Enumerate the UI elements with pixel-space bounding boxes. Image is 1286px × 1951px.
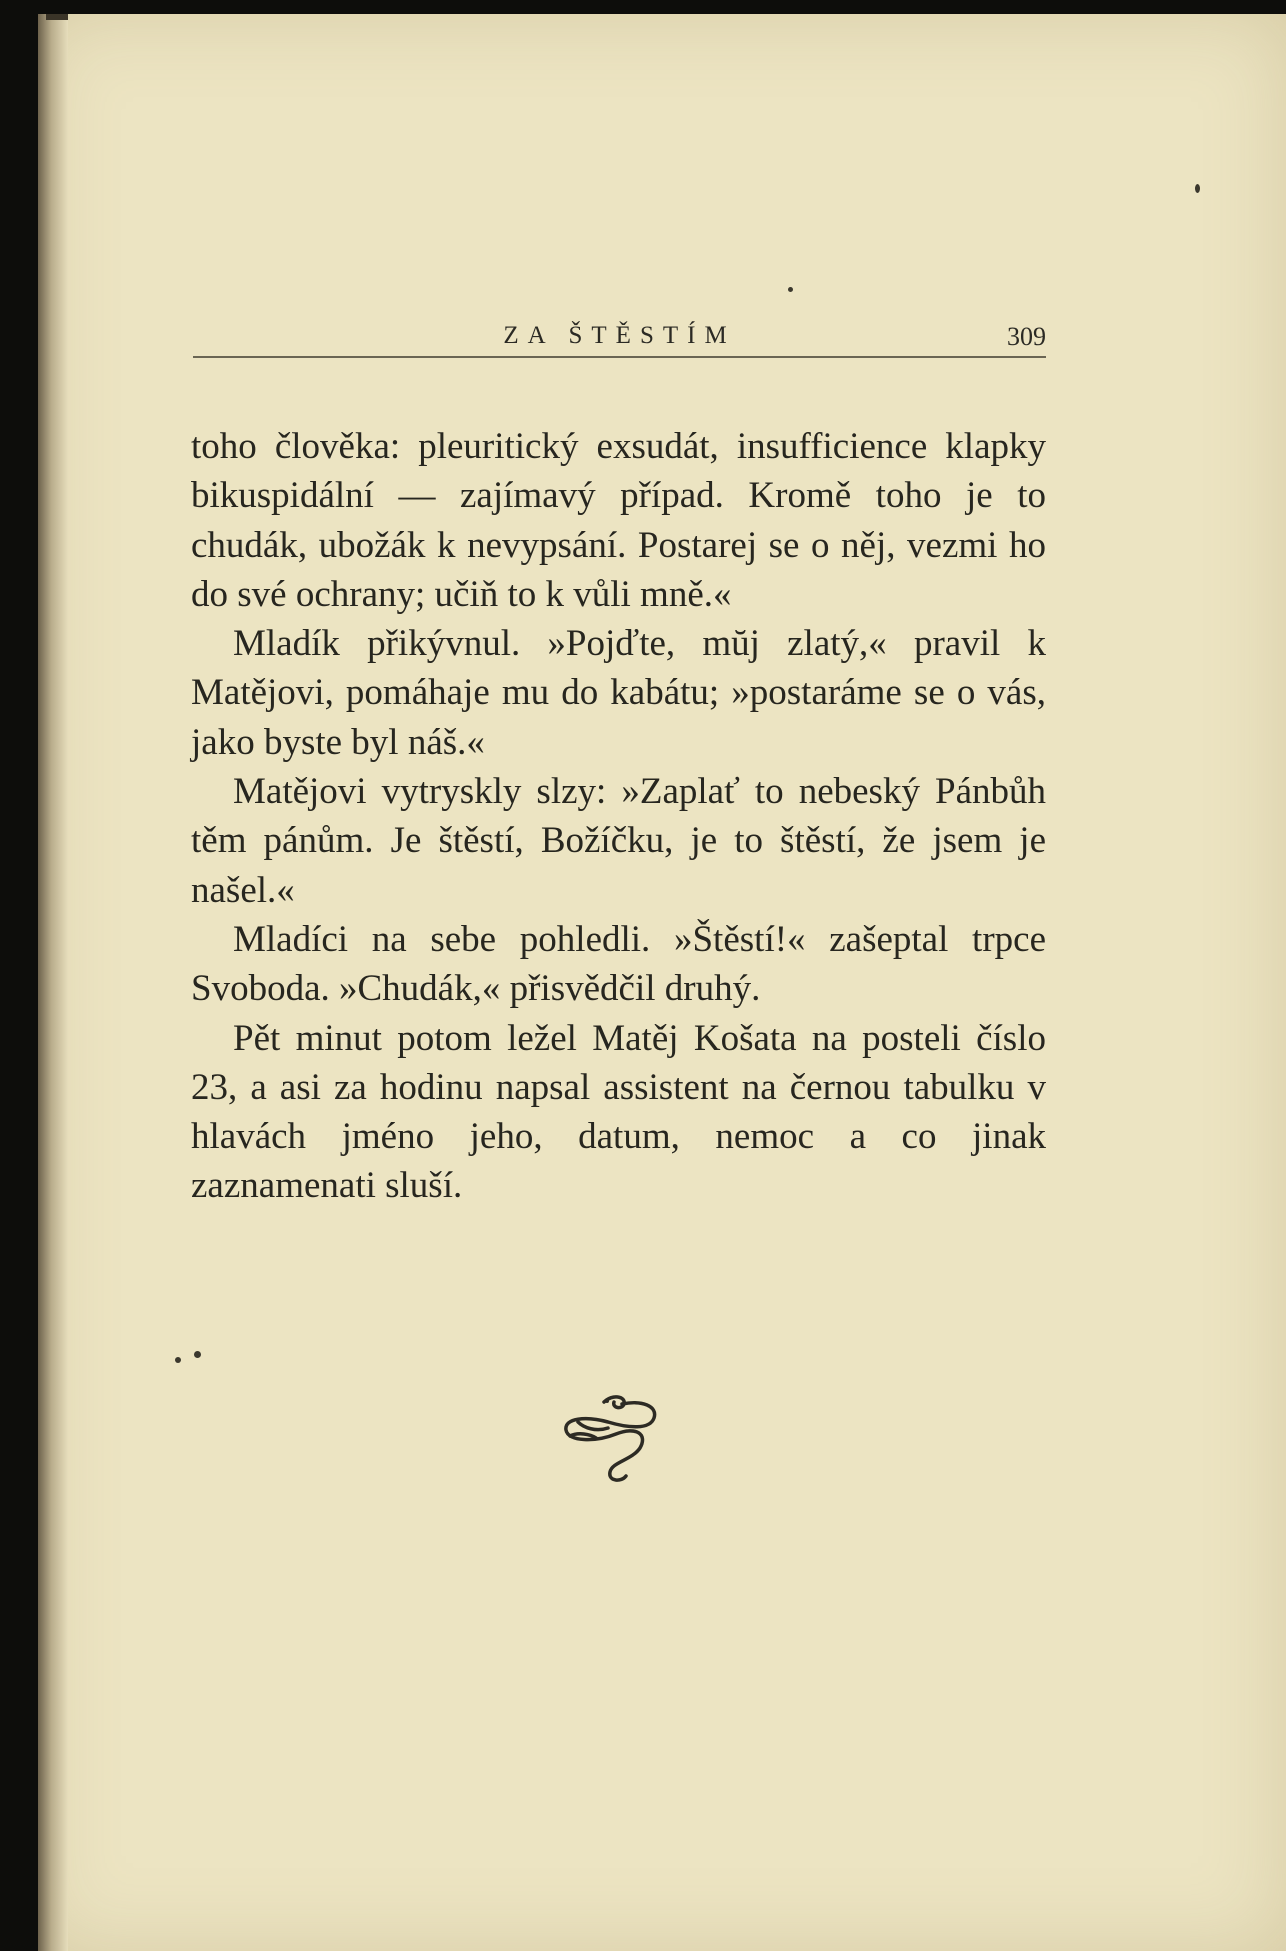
page-header (193, 316, 1046, 358)
ink-speck (1195, 184, 1200, 193)
paragraph-1: toho člověka: pleuritický exsudát, insufficience klapky bikuspidální — zajímavý případ. Kromě toho je to chudák, ubožák k nevypsání. Postarej se o něj, vezmi ho do své ochrany; učiň to k vůli mně.« (191, 426, 1046, 615)
page-body (191, 422, 1046, 1211)
ink-speck (194, 1351, 201, 1358)
page-number: 309 (1007, 322, 1046, 351)
book-page (38, 14, 1286, 1951)
snake-ornament-icon (556, 1388, 676, 1488)
spine-mark (46, 14, 68, 20)
paragraph-3: Matějovi vytryskly slzy: »Zaplať to nebeský Pánbůh těm pánům. Je štěstí, Božíčku, je to štěstí, že jsem je našel.« (191, 771, 1046, 911)
ink-speck (175, 1357, 181, 1363)
paragraph-5: Pět minut potom ležel Matěj Košata na posteli číslo 23, a asi za hodinu napsal assistent na černou tabulku v hlavách jméno jeho, datum, nemoc a co jinak zaznamenati sluší. (191, 1017, 1046, 1207)
paragraph-2: Mladík přikývnul. »Pojďte, mŭj zlatý,« pravil k Matějovi, pomáhaje mu do kabátu; »postaráme se o vás, jako byste byl náš.« (191, 623, 1046, 763)
running-title: ZA ŠTĚSTÍM (503, 322, 736, 349)
book-spine (38, 14, 68, 1951)
paragraph-4: Mladíci na sebe pohledli. »Štěstí!« zašeptal trpce Svoboda. »Chudák,« přisvědčil druhý. (191, 918, 1046, 1010)
ink-speck (788, 287, 793, 292)
